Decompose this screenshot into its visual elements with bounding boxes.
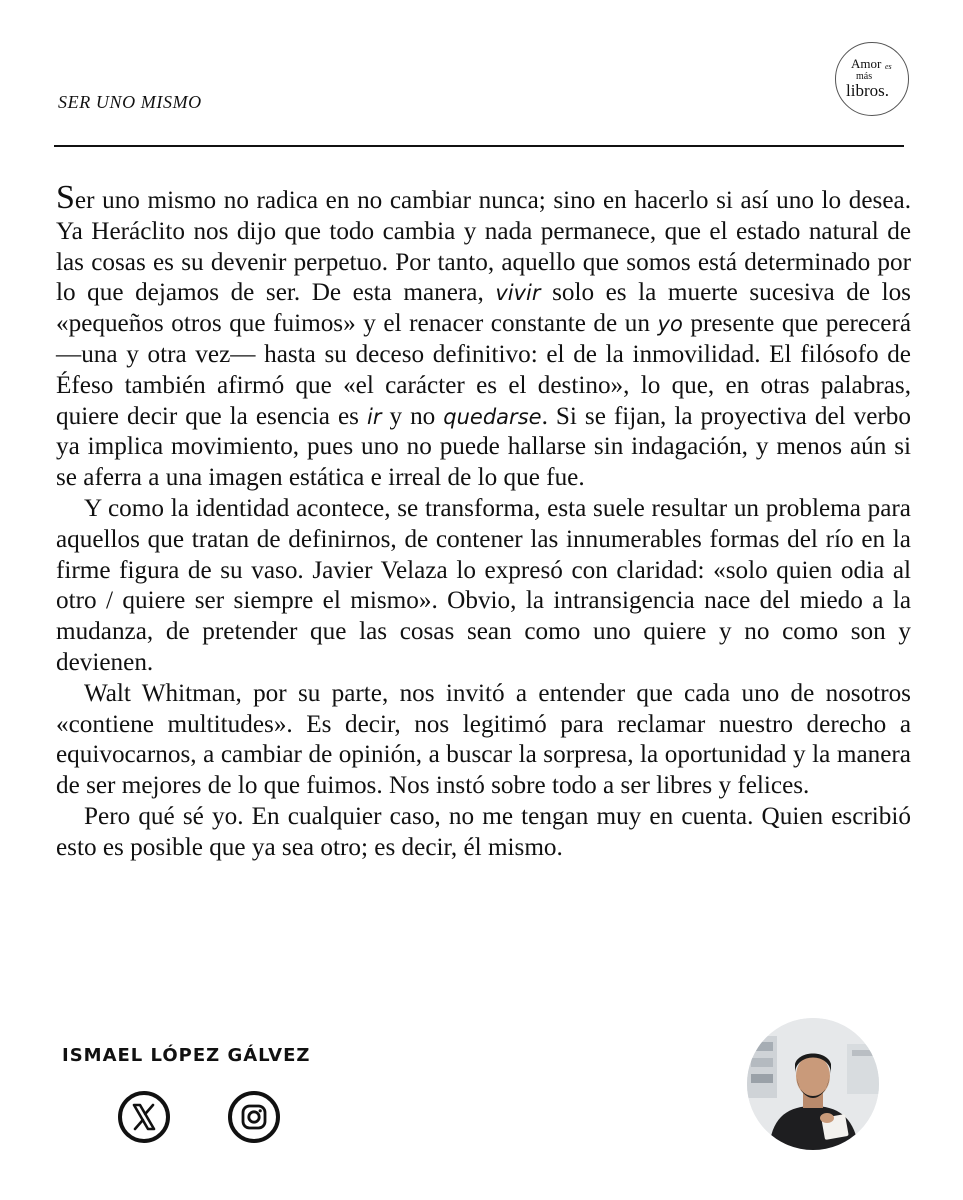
- italic-term: yo: [657, 312, 683, 337]
- article-body: [56, 179, 912, 864]
- text-run: . Si se fijan, la proyectiva del verbo ya implica movimiento, pues uno no puede hallarse sin indagación, y menos aún si se aferra a una imagen estática e irreal de lo que fue.: [56, 402, 911, 492]
- text-run: presente que perecerá —una y otra vez— hasta su deceso definitivo: el de la inmovilidad. El filósofo de Éfeso también afirmó que «el carácter es el destino», lo que, en otras palabras, quiere decir que la esencia es: [56, 310, 912, 430]
- author-avatar: [747, 1018, 879, 1150]
- text-run: Pero qué sé yo. En cualquier caso, no me tengan muy en cuenta. Quien escribió esto es posible que ya sea otro; es decir, él mismo.: [56, 802, 911, 861]
- article-paragraph: [56, 494, 911, 679]
- header-title: SER UNO MISMO: [58, 92, 202, 112]
- text-run: er uno mismo no radica en no cambiar nunca; sino en hacerlo si así uno lo desea. Ya Heráclito nos dijo que todo cambia y nada permanece, que el estado natural de las cosas es su devenir perpetuo. Por tanto, aquello que somos está determinado por lo que dejamos de ser. De esta manera,: [56, 187, 911, 307]
- logo-line-1: Amor: [851, 56, 882, 71]
- logo-superscript: es: [885, 62, 892, 71]
- brand-logo: [835, 42, 909, 116]
- italic-term: ir: [367, 404, 382, 429]
- text-run: Walt Whitman, por su parte, nos invitó a entender que cada uno de nosotros «contiene multitudes». Es decir, nos legitimó para reclamar nuestro derecho a equivocarnos, a cambiar de opinión, a buscar la sorpresa, la oportunidad y la manera de ser mejores de lo que fuimos. Nos instó sobre todo a ser libres y felices.: [56, 679, 911, 800]
- article-paragraph: [56, 802, 911, 864]
- italic-term: quedarse: [443, 404, 542, 429]
- drop-cap: S: [56, 179, 75, 216]
- text-run: Y como la identidad acontece, se transforma, esta suele resultar un problema para aquellos que tratan de definirnos, de contener las innumerables formas del río en la firme figura de su vaso. Javier Velaza lo expresó con claridad: «solo quien odia al otro / quiere ser siempre el mismo». Obvio, la intransigencia nace del miedo a la mudanza, de pretender que las cosas sean como uno quiere y no como son y devienen.: [56, 494, 911, 676]
- logo-line-3: libros.: [846, 81, 889, 100]
- article-paragraph: [56, 679, 911, 802]
- instagram-icon[interactable]: [227, 1090, 281, 1144]
- logo-line-2: más: [856, 71, 873, 82]
- author-name: ISMAEL LÓPEZ GÁLVEZ: [62, 1045, 311, 1066]
- header-divider: [54, 145, 904, 147]
- text-run: y no: [381, 402, 444, 430]
- text-run: solo es la muerte sucesiva de los «pequeños otros que fuimos» y el renacer constante de un: [56, 279, 911, 338]
- article-paragraph: [56, 179, 912, 494]
- italic-term: vivir: [495, 281, 541, 306]
- x-logo-icon[interactable]: [117, 1090, 171, 1144]
